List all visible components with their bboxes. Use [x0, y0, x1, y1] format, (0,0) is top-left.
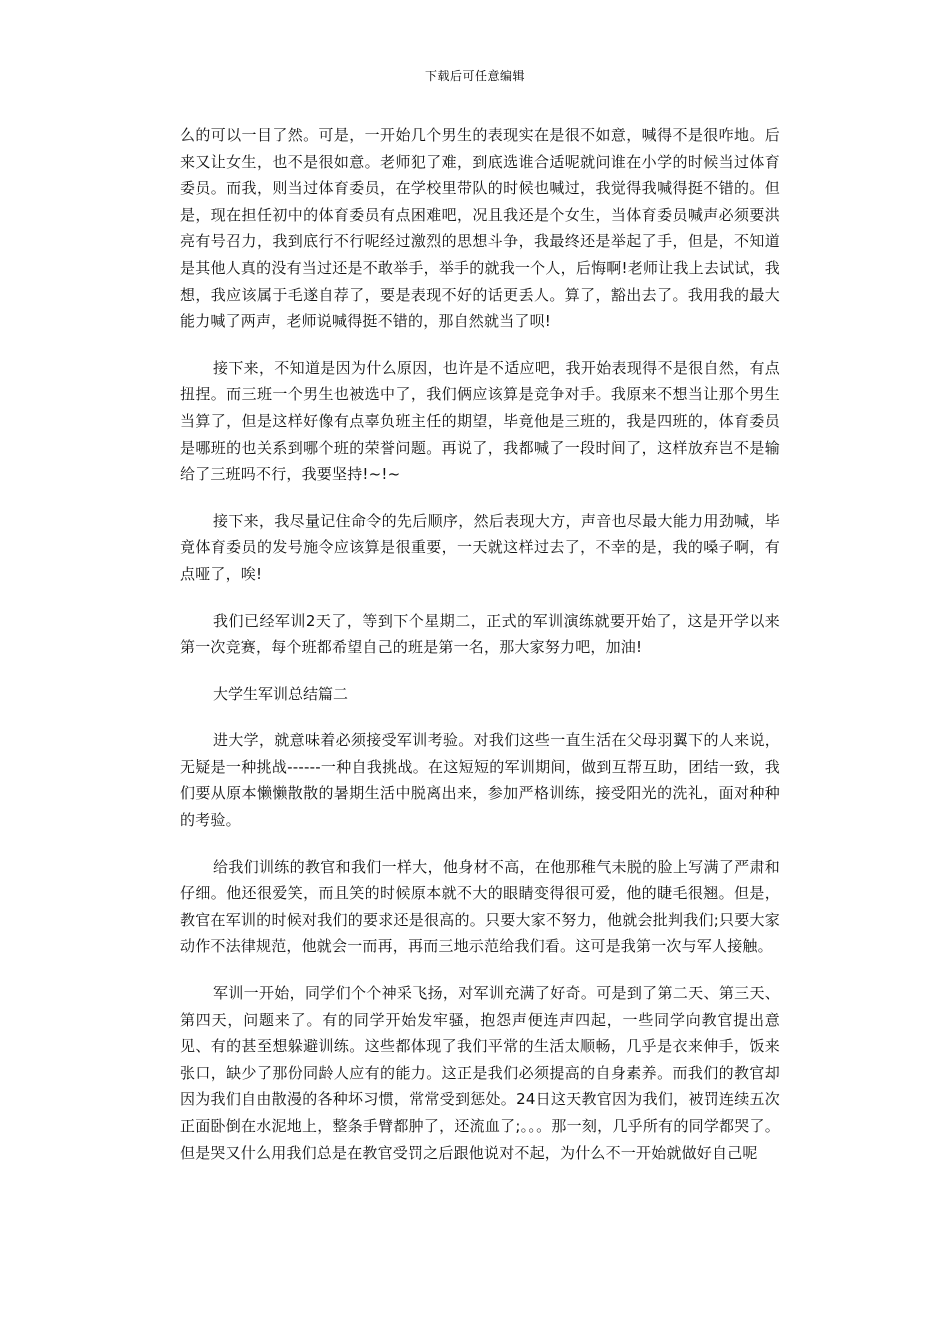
paragraph-5: 进大学，就意味着必须接受军训考验。对我们这些一直生活在父母羽翼下的人来说，无疑是一种挑战------一种自我挑战。在这短短的军训期间，做到互帮互助，团结一致，我们要从原本懒懒散散的暑期生活中脱离出来，参加严格训练，接受阳光的洗礼，面对种种的考验。: [180, 731, 780, 830]
paragraph-7: 军训一开始，同学们个个神采飞扬，对军训充满了好奇。可是到了第二天、第三天、第四天，问题来了。有的同学开始发牢骚，抱怨声便连声四起，一些同学向教官提出意见、有的甚至想躲避训练。这些都体现了我们平常的生活太顺畅，几乎是衣来伸手，饭来张口，缺少了那份同龄人应有的能力。这正是我们必须提高的自身素养。而我们的教官却因为我们自由散漫的各种坏习惯，常常受到惩处。24日这天教官因为我们，被罚连续五次正面卧倒在水泥地上，整条手臂都肿了，还流血了;。。。那一刻，几乎所有的同学都哭了。但是哭又什么用我们总是在教官受罚之后跟他说对不起，为什么不一开始就做好自己呢: [180, 984, 780, 1162]
paragraph-1: 么的可以一目了然。可是，一开始几个男生的表现实在是很不如意，喊得不是很咋地。后来又让女生，也不是很如意。老师犯了难，到底选谁合适呢就问谁在小学的时候当过体育委员。而我，则当过体育委员，在学校里带队的时候也喊过，我觉得我喊得挺不错的。但是，现在担任初中的体育委员有点困难吧，况且我还是个女生，当体育委员喊声必须要洪亮有号召力，我到底行不行呢经过激烈的思想斗争，我最终还是举起了手，但是，不知道是其他人真的没有当过还是不敢举手，举手的就我一个人，后悔啊!老师让我上去试试，我想，我应该属于毛遂自荐了，要是表现不好的话更丢人。算了，豁出去了。我用我的最大能力喊了两声，老师说喊得挺不错的，那自然就当了呗!: [180, 126, 780, 331]
paragraph-4: 我们已经军训2天了，等到下个星期二，正式的军训演练就要开始了，这是开学以来第一次竞赛，每个班都希望自己的班是第一名，那大家努力吧，加油!: [180, 611, 780, 657]
section-title: 大学生军训总结篇二: [213, 684, 349, 703]
page-header-note: 下载后可任意编辑: [424, 69, 525, 83]
paragraph-2: 接下来，不知道是因为什么原因，也许是不适应吧，我开始表现得不是很自然，有点扭捏。而三班一个男生也被选中了，我们俩应该算是竞争对手。我原来不想当让那个男生当算了，但是这样好像有点辜负班主任的期望，毕竟他是三班的，我是四班的，体育委员是哪班的也关系到哪个班的荣誉问题。再说了，我都喊了一段时间了，这样放弃岂不是输给了三班吗不行，我要坚持!~!~: [180, 358, 780, 484]
paragraph-3: 接下来，我尽量记住命令的先后顺序，然后表现大方，声音也尽最大能力用劲喊，毕竟体育委员的发号施令应该算是很重要，一天就这样过去了，不幸的是，我的嗓子啊，有点哑了，唉!: [180, 511, 780, 583]
document-body: [180, 122, 780, 1186]
paragraph-6: 给我们训练的教官和我们一样大，他身材不高，在他那稚气未脱的脸上写满了严肃和仔细。他还很爱笑，而且笑的时候原本就不大的眼睛变得很可爱，他的睫毛很翘。但是，教官在军训的时候对我们的要求还是很高的。只要大家不努力，他就会批判我们;只要大家动作不法律规范，他就会一而再，再而三地示范给我们看。这可是我第一次与军人接触。: [180, 857, 780, 956]
